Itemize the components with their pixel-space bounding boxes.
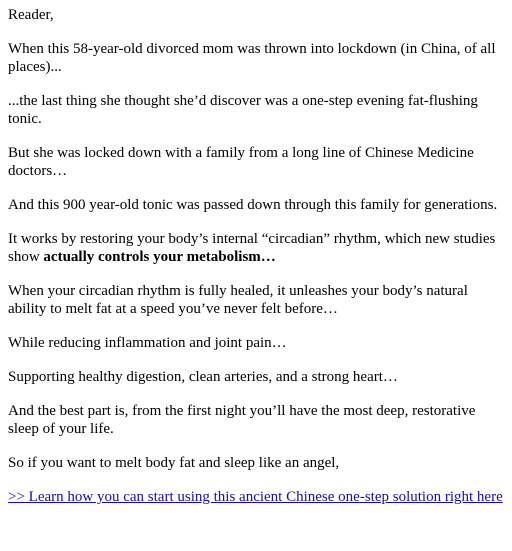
cta-paragraph: [8, 488, 504, 506]
paragraph-tonic-history: And this 900 year-old tonic was passed down through this family for generations.: [8, 197, 498, 213]
paragraph-closing: So if you want to melt body fat and sleep like an angel,: [8, 455, 340, 471]
paragraph-family: But she was locked down with a family from a long line of Chinese Medicine doctors…: [8, 145, 474, 179]
paragraph-circadian: [8, 230, 504, 266]
paragraph-discovery: ...the last thing she thought she’d discover was a one-step evening fat-flushing tonic.: [8, 93, 478, 127]
paragraph-digestion: Supporting healthy digestion, clean arteries, and a strong heart…: [8, 369, 398, 385]
paragraph-inflammation: While reducing inflammation and joint pain…: [8, 335, 287, 351]
greeting: Reader,: [8, 7, 54, 23]
metabolism-emphasis: actually controls your metabolism…: [43, 249, 276, 265]
circadian-text: It works by restoring your body’s internal “circadian” rhythm, which new studies show: [8, 231, 496, 265]
paragraph-sleep: And the best part is, from the first night you’ll have the most deep, restorative sleep of your life.: [8, 403, 476, 437]
cta-link[interactable]: >> Learn how you can start using this ancient Chinese one-step solution right here: [8, 489, 503, 505]
paragraph-melt-fat: When your circadian rhythm is fully healed, it unleashes your body’s natural ability to melt fat at a speed you’ve never felt before…: [8, 283, 468, 317]
paragraph-lockdown: When this 58-year-old divorced mom was thrown into lockdown (in China, of all places)...: [8, 41, 496, 75]
